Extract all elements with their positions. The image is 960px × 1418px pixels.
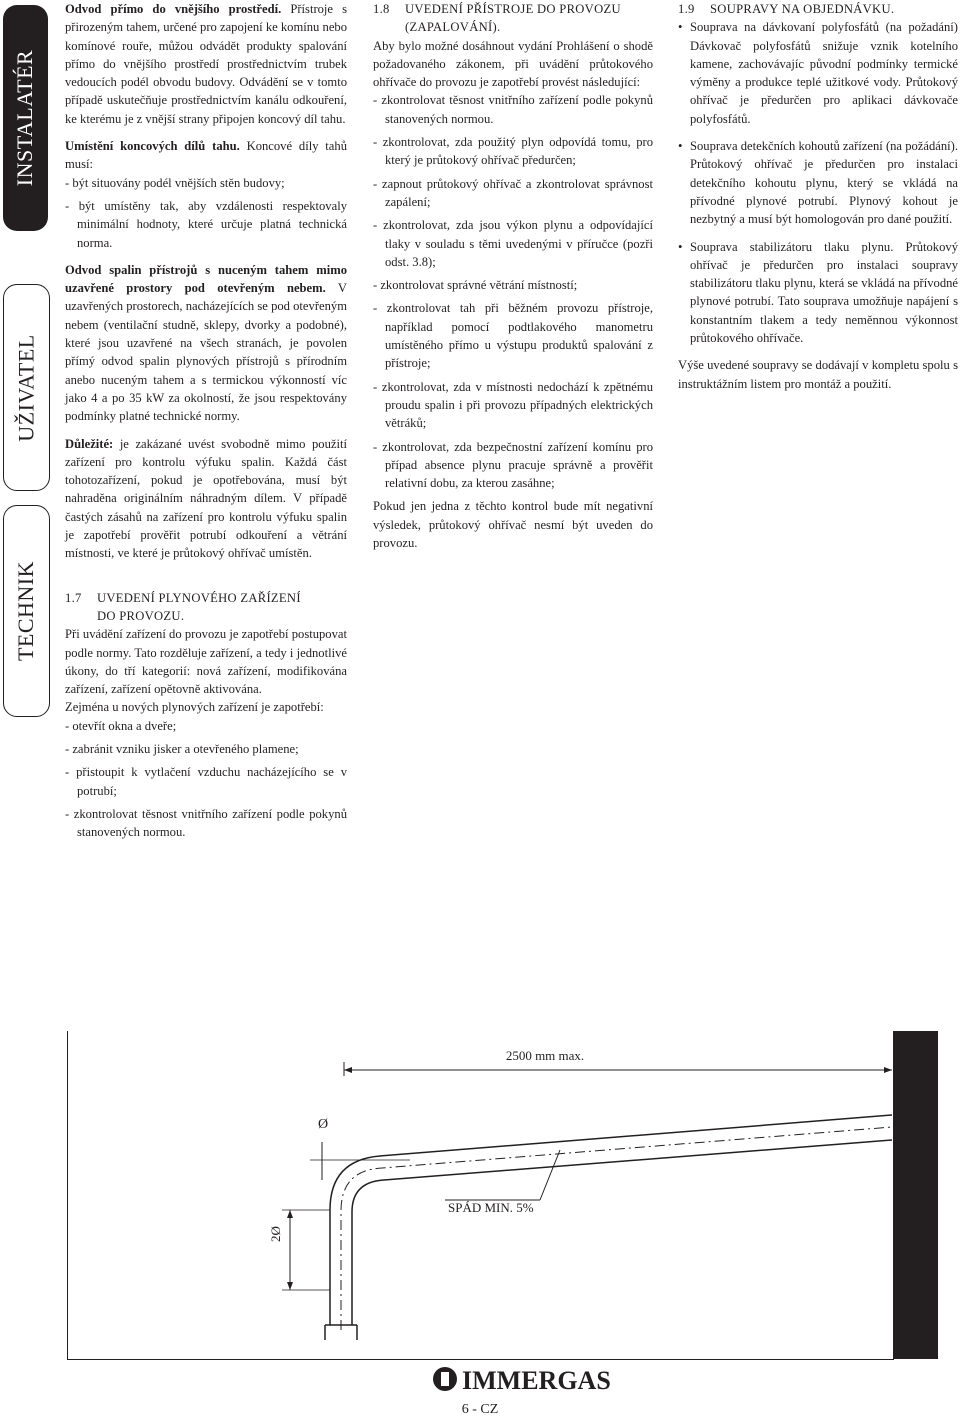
list-item: - zkontrolovat, zda bezpečnostní zařízení komínu pro případ absence plynu pracuje správně a prověřit relativní dobu, za kterou zasáhne; (373, 439, 653, 491)
list-item: - zkontrolovat, zda jsou výkon plynu a odpovídající tlaky v souladu s těmi uvedenými v příručce (pozři odst. 3.8); (373, 218, 653, 269)
list-item: • Souprava na dávkovaní polyfosfátů (na požadání) Dávkovač polyfosfátů snižuje vznik kotelního kamene, zachovávajíc původní podmínky termické výměny a produkce teplé užitkové vody. Průtokový ohřívač je předurčen pro aplikaci dávkovače polyfosfátů. (678, 18, 958, 128)
section-title-cont: DO PROVOZU. (97, 608, 185, 623)
text-odvod: Přístroje s přirozeným tahem, určené pro zapojení ke komínu nebo komínové rouře, můžou odvádět produkty spalování přímo do vnějšího prostředí prostřednictvím trubek vedoucích podél obvodu budovy. Odvádění se v tomto případě uskutečňuje prostřednictvím kanálu odkouření, ke kterému je z vnější strany připojen koncový díl tahu. (65, 2, 347, 126)
figure-number: 1-4 (918, 1322, 937, 1337)
section-title: UVEDENÍ PLYNOVÉHO ZAŘÍZENÍ (97, 590, 301, 605)
section-number: 1.7 (65, 590, 82, 605)
list-item: - zabránit vzniku jisker a otevřeného plamene; (65, 741, 299, 756)
section-title: SOUPRAVY NA OBJEDNÁVKU. (710, 2, 895, 16)
diameter-label: Ø (318, 1117, 329, 1132)
section-title: UVEDENÍ PŘÍSTROJE DO PROVOZU (405, 2, 621, 16)
list-item: - být umístěny tak, aby vzdálenosti respektovaly minimální hodnoty, které určuje platná technická norma. (65, 198, 347, 250)
list-item: - zkontrolovat těsnost vnitřního zařízení podle pokynů stanovených normou. (65, 806, 347, 840)
list-item: - zkontrolovat tah při běžném provozu přístroje, například pomocí podtlakového manometru umístěného přímo u výstupu produktů spalování z přístroje; (373, 301, 653, 371)
paragraph-1-7: Při uvádění zařízení do provozu je zapotřebí postupovat podle normy. Tato rozděluje zařízení, a tedy i jednotlivé úkony, do tří kategorií: nová zařízení, modifikována zařízení, zařízení opětovně aktivována. (65, 627, 347, 697)
immergas-logo (432, 1363, 611, 1395)
paragraph-1-7b: Zejména u nových plynových zařízení je zapotřebí: (65, 700, 324, 715)
list-item: - být situovány podél vnějších stěn budovy; (65, 175, 285, 190)
list-item: - otevřít okna a dveře; (65, 718, 177, 733)
heading-odvod: Odvod přímo do vnějšího prostředí. (65, 2, 282, 16)
page-number: 6 - CZ (461, 1402, 499, 1417)
list-item: • Souprava stabilizátoru tlaku plynu. Průtokový ohřívač je předurčen pro instalaci soupravy stabilizátoru tlaku plynu, která se vkládá na přívodné plynové potrubí. Tato souprava umožňuje napájení s konstantním tlakem a tedy neměnnou výkonnost průtokového ohřívače. (678, 238, 958, 348)
section-title-cont: (ZAPALOVÁNÍ). (405, 20, 501, 35)
slope-label: SPÁD MIN. 5% (448, 1200, 534, 1215)
list-item: • Souprava detekčních kohoutů zařízení (na požádání). Průtokový ohřívač je předurčen pro instalaci detekčního kohoutu plynu, který se vkládá na přívodné plynové potrubí. Plynový kohout je nezbytný a musí být homologován pro dané použití. (678, 137, 958, 228)
heading-nuceny-tah: Odvod spalin přístrojů s nuceným tahem mimo uzavřené prostory pod otevřeným nebem. (65, 262, 347, 296)
tab-technik-label: TECHNIK (13, 560, 39, 662)
list-item: - přistoupit k vytlačení vzduchu nacházejícího se v potrubí; (65, 765, 347, 798)
section-number: 1.8 (373, 2, 390, 16)
list-item: - zkontrolovat správné větrání místností; (373, 278, 578, 293)
logo-text: IMMERGAS (462, 1366, 611, 1395)
heading-umisteni: Umístění koncových dílů tahu. (65, 139, 240, 154)
dimension-label: 2500 mm max. (505, 1048, 585, 1063)
list-item: - zkontrolovat, zda v místnosti nedochází k zpětnému proudu spalin i při provozu případných elektrických větráků; (373, 379, 653, 431)
section-number: 1.9 (678, 2, 695, 16)
text-dulezite: je zakázané uvést svobodně mimo použití zařízení pro kontrolu výfuku spalin. Každá část tohotozařízení, pokud je opotřebována, musí být nahraděna originálním náhradným dílem. V případě častých zásahů na zařízení pro kontrolu výfuku spalin je zapotřebí prověřit potrubí odkouření a větrání místnosti, ve které je průtokový ohřívač umístěn. (65, 436, 347, 561)
list-item: - zkontrolovat těsnost vnitřního zařízení podle pokynů stanovených normou. (373, 93, 653, 126)
paragraph-1-8: Aby bylo možné dosáhnout vydání Prohlášení o shodě požadovaného zákonem, při uvádění průtokového ohřívače do provozu je zapotřebí provést následující: (373, 38, 653, 90)
text-umisteni: Koncové díly tahů musí: (65, 139, 347, 172)
tab-uzivatel-label: UŽIVATEL (13, 333, 39, 442)
heading-dulezite: Důležité: (65, 436, 114, 451)
text-nuceny-tah: V uzavřených prostorech, nacházejících se pod otevřeným nebem (ventilační studně, sklepy, dvorky a podobné), které jsou uzavřené na všech stranách, je povolen přímý odvod spalin plynových přístrojů s přírodním anebo nuceným tahem a s termickou výkonností víc jako 4 a po 35 kW za okolností, že jsou respektovány podmínky platné technické normy. (65, 281, 347, 424)
list-item: - zkontrolovat, zda použitý plyn odpovídá tomu, pro který je průtokový ohřívač předurčen; (373, 135, 653, 168)
vertical-label: 2Ø (268, 1226, 283, 1242)
tab-instalater-label: INSTALATÉR (12, 49, 38, 187)
paragraph-1-9-outro: Výše uvedené soupravy se dodávají v kompletu spolu s instruktážním listem pro montáž a použití. (678, 358, 958, 391)
list-item: - zapnout průtokový ohřívač a zkontrolovat správnost zapálení; (373, 176, 653, 209)
paragraph-1-8-outro: Pokud jen jedna z těchto kontrol bude mít negativní výsledek, průtokový ohřívač nesmí být uveden do provozu. (373, 499, 653, 551)
